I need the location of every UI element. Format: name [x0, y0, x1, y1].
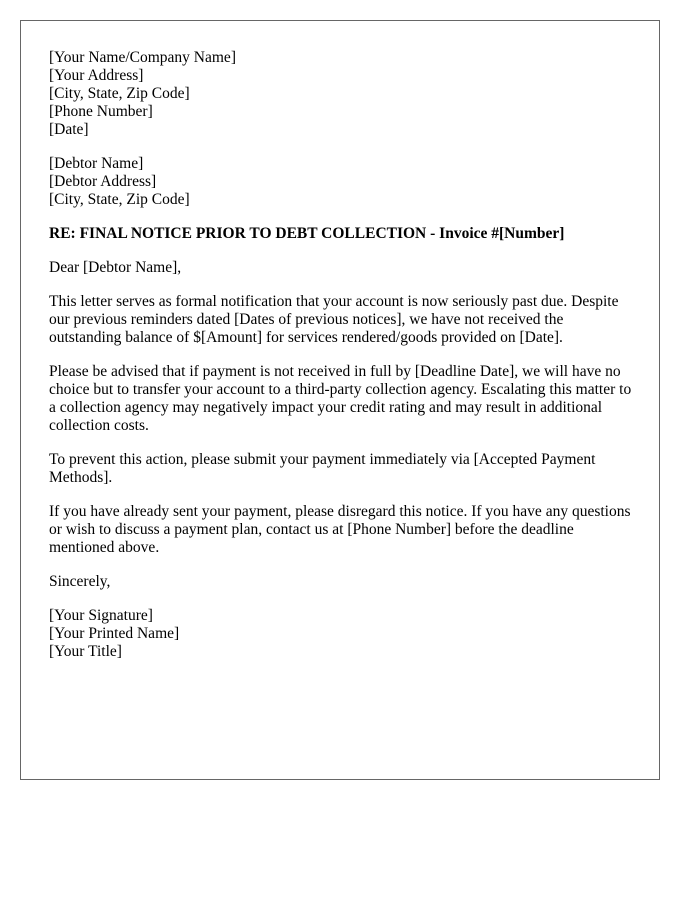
body-paragraph-contact: If you have already sent your payment, please disregard this notice. If you have any questions or wish to discuss a payment plan, contact us at [Phone Number] before the deadline mentioned above.: [49, 503, 631, 556]
printed-name: [Your Printed Name]: [49, 625, 180, 642]
letter-page: [20, 20, 660, 780]
body-paragraph-warning: Please be advised that if payment is not received in full by [Deadline Date], we will have no choice but to transfer your account to a third-party collection agency. Escalating this matter to a collection agency may negatively impact your credit rating and may result in additional collection costs.: [49, 363, 632, 434]
body-paragraph-payment: To prevent this action, please submit your payment immediately via [Accepted Payment Methods].: [49, 451, 596, 486]
body-paragraph-overdue: This letter serves as formal notification that your account is now seriously past due. Despite our previous reminders dated [Dates of previous notices], we have not received the outstanding balance of $[Amount] for services rendered/goods provided on [Date].: [49, 293, 619, 346]
letter-content: [49, 49, 639, 677]
signer-title: [Your Title]: [49, 643, 122, 660]
recipient-city: [City, State, Zip Code]: [49, 191, 190, 208]
closing: Sincerely,: [49, 573, 111, 590]
sender-address: [Your Address]: [49, 67, 144, 84]
signature-block: [49, 607, 639, 661]
letter-date: [Date]: [49, 121, 89, 138]
salutation: Dear [Debtor Name],: [49, 259, 182, 276]
sender-block: [49, 49, 639, 139]
sender-name: [Your Name/Company Name]: [49, 49, 236, 66]
recipient-name: [Debtor Name]: [49, 155, 144, 172]
subject-line: RE: FINAL NOTICE PRIOR TO DEBT COLLECTION - Invoice #[Number]: [49, 225, 565, 242]
sender-phone: [Phone Number]: [49, 103, 153, 120]
signature: [Your Signature]: [49, 607, 153, 624]
recipient-block: [49, 155, 639, 209]
sender-city: [City, State, Zip Code]: [49, 85, 190, 102]
recipient-address: [Debtor Address]: [49, 173, 157, 190]
